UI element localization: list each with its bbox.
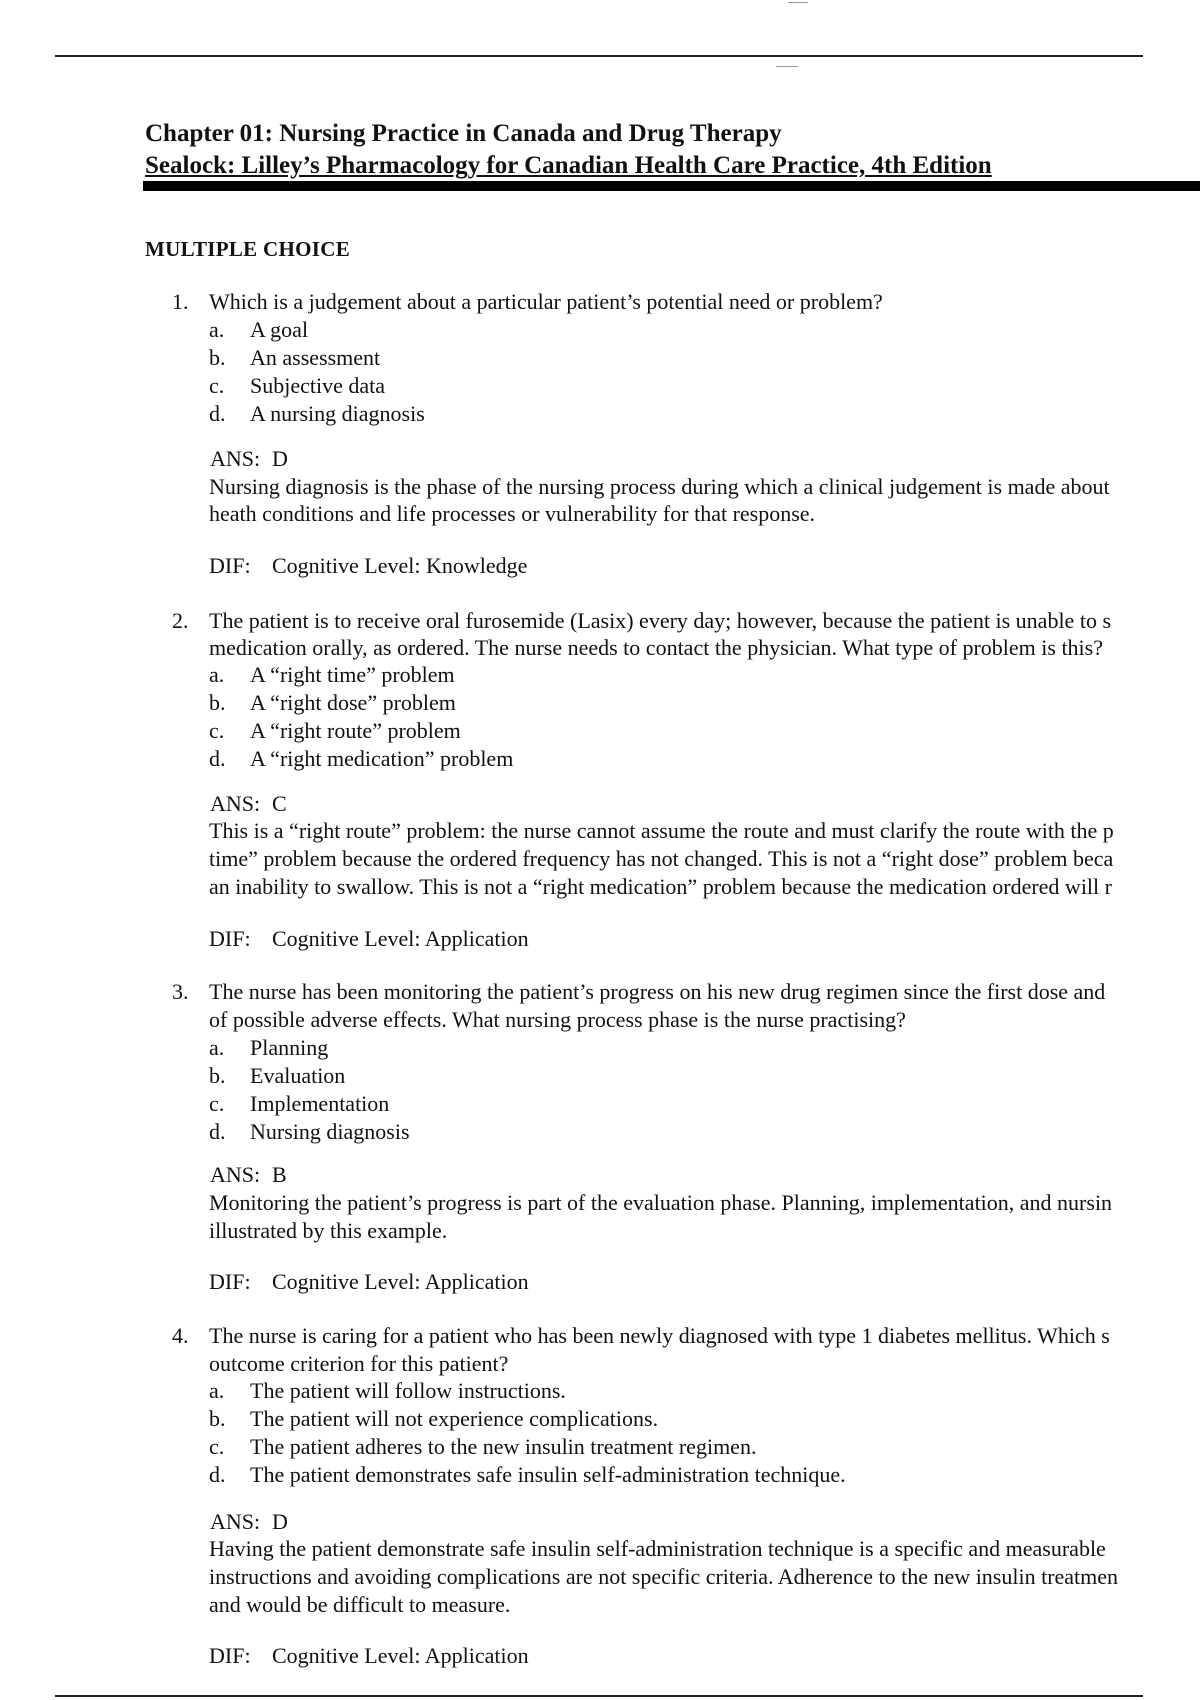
question-stem: The nurse is caring for a patient who has been newly diagnosed with type 1 diabetes mellitus. Which s xyxy=(209,1323,1110,1348)
answer-value: D xyxy=(272,1509,288,1534)
option-text: Implementation xyxy=(250,1091,390,1116)
answer-value: D xyxy=(272,446,288,471)
option-letter: a. xyxy=(209,1378,225,1403)
option-text: The patient demonstrates safe insulin self-administration technique. xyxy=(250,1462,846,1487)
option-text: Subjective data xyxy=(250,373,386,398)
rationale-line: and would be difficult to measure. xyxy=(209,1592,511,1617)
option-text: A “right time” problem xyxy=(250,662,455,687)
option-text: The patient adheres to the new insulin treatment regimen. xyxy=(250,1434,757,1459)
book-title: Sealock: Lilley’s Pharmacology for Canadian Health Care Practice, 4th Edition xyxy=(145,152,992,179)
option-text: Nursing diagnosis xyxy=(250,1119,410,1144)
option-letter: b. xyxy=(209,690,226,715)
rationale-line: an inability to swallow. This is not a “right medication” problem because the medication ordered will r xyxy=(209,874,1112,899)
option-text: A nursing diagnosis xyxy=(250,401,425,426)
option-letter: d. xyxy=(209,401,226,426)
question-stem: The patient is to receive oral furosemide (Lasix) every day; however, because the patient is unable to s xyxy=(209,608,1111,633)
difficulty-label: DIF: xyxy=(209,1643,251,1668)
option-letter: c. xyxy=(209,1091,225,1116)
option-text: An assessment xyxy=(250,345,381,370)
question-stem: outcome criterion for this patient? xyxy=(209,1351,509,1376)
difficulty-value: Cognitive Level: Knowledge xyxy=(272,553,528,578)
rationale-line: time” problem because the ordered frequency has not changed. This is not a “right dose” problem beca xyxy=(209,846,1114,871)
option-letter: d. xyxy=(209,1462,226,1487)
answer-label: ANS: xyxy=(210,791,261,816)
rationale-line: Having the patient demonstrate safe insulin self-administration technique is a specific and measurable xyxy=(209,1536,1106,1561)
question-stem: Which is a judgement about a particular patient’s potential need or problem? xyxy=(209,289,883,314)
question-stem: The nurse has been monitoring the patient’s progress on his new drug regimen since the first dose and xyxy=(209,979,1106,1004)
scan-mark xyxy=(788,2,808,3)
rationale-line: This is a “right route” problem: the nurse cannot assume the route and must clarify the route with the p xyxy=(209,818,1114,843)
option-letter: d. xyxy=(209,746,226,771)
bottom-rule xyxy=(55,1695,1143,1697)
answer-label: ANS: xyxy=(210,446,261,471)
option-letter: c. xyxy=(209,373,225,398)
answer-value: B xyxy=(272,1162,287,1187)
option-text: The patient will not experience complications. xyxy=(250,1406,659,1431)
answer-label: ANS: xyxy=(210,1162,261,1187)
question-number: 3. xyxy=(172,979,189,1004)
option-text: A “right route” problem xyxy=(250,718,461,743)
option-letter: a. xyxy=(209,662,225,687)
question-number: 4. xyxy=(172,1323,189,1348)
rationale-line: Nursing diagnosis is the phase of the nursing process during which a clinical judgement is made about xyxy=(209,474,1110,499)
top-rule xyxy=(55,55,1143,57)
rationale-line: illustrated by this example. xyxy=(209,1218,448,1243)
option-letter: a. xyxy=(209,1035,225,1060)
option-text: The patient will follow instructions. xyxy=(250,1378,566,1403)
section-heading: MULTIPLE CHOICE xyxy=(145,237,351,261)
option-letter: c. xyxy=(209,1434,225,1459)
difficulty-label: DIF: xyxy=(209,553,251,578)
option-letter: d. xyxy=(209,1119,226,1144)
rationale-line: heath conditions and life processes or vulnerability for that response. xyxy=(209,501,816,526)
question-stem: of possible adverse effects. What nursing process phase is the nurse practising? xyxy=(209,1007,906,1032)
option-letter: c. xyxy=(209,718,225,743)
scan-mark xyxy=(776,66,798,67)
rationale-line: Monitoring the patient’s progress is part of the evaluation phase. Planning, implementation, and nursin xyxy=(209,1190,1113,1215)
difficulty-value: Cognitive Level: Application xyxy=(272,926,529,951)
difficulty-label: DIF: xyxy=(209,1269,251,1294)
answer-value: C xyxy=(272,791,287,816)
difficulty-value: Cognitive Level: Application xyxy=(272,1269,529,1294)
question-stem: medication orally, as ordered. The nurse needs to contact the physician. What type of problem is this? xyxy=(209,635,1103,660)
option-text: A “right dose” problem xyxy=(250,690,456,715)
question-number: 2. xyxy=(172,608,189,633)
option-text: A goal xyxy=(250,317,309,342)
difficulty-label: DIF: xyxy=(209,926,251,951)
option-text: Evaluation xyxy=(250,1063,346,1088)
option-text: A “right medication” problem xyxy=(250,746,514,771)
option-letter: b. xyxy=(209,1406,226,1431)
option-text: Planning xyxy=(250,1035,329,1060)
option-letter: a. xyxy=(209,317,225,342)
answer-label: ANS: xyxy=(210,1509,261,1534)
rationale-line: instructions and avoiding complications are not specific criteria. Adherence to the new insulin treatmen xyxy=(209,1564,1119,1589)
chapter-title: Chapter 01: Nursing Practice in Canada and Drug Therapy xyxy=(145,120,782,147)
option-letter: b. xyxy=(209,345,226,370)
question-number: 1. xyxy=(172,289,189,314)
title-underline-bar xyxy=(143,181,1200,191)
option-letter: b. xyxy=(209,1063,226,1088)
difficulty-value: Cognitive Level: Application xyxy=(272,1643,529,1668)
